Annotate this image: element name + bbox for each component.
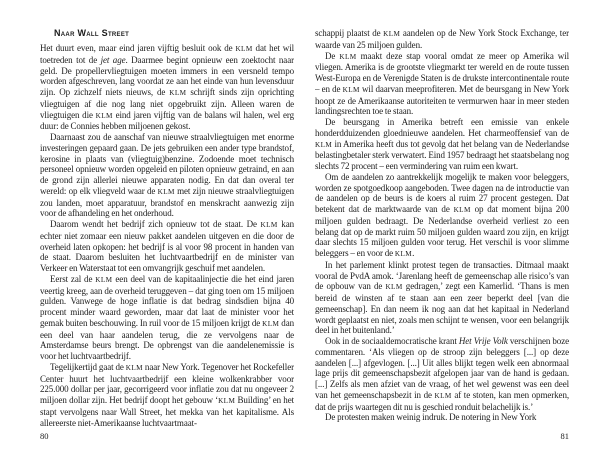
paragraph: schappij plaatst de KLM aandelen op de New York Stock Exchange, ter waarde van 25 miljoen gulden. <box>315 28 569 50</box>
paragraph: Het duurt even, maar eind jaren vijftig besluit ook de KLM dat het wil toetreden tot de jet age. Daarmee begint opnieuw een zoektocht naar geld. De propellervliegtuigen moeten immers in een versneld tempo worden afgeschreven, lang voordat ze aan het einde van hun levensduur zijn. Op zichzelf niets nieuws, de KLM schrijft sinds zijn oprichting vliegtuigen af die nog lang niet opgebruikt zijn. Alleen waren de vliegtuigen die KLM eind jaren vijftig van de balans wil halen, wel erg duur: de Connies hebben miljoenen gekost. <box>40 43 294 132</box>
paragraph: Om de aandelen zo aantrekkelijk mogelijk te maken voor beleggers, worden ze spotgoedkoop aangeboden. Twee dagen na de introductie van de aandelen op de beurs is de koers al ruim 27 procent gestegen. Dat betekent dat de marktwaarde van de KLM op dat moment bijna 200 miljoen gulden bedraagt. De Nederlandse overheid verliest zo een belang dat op de markt ruim 50 miljoen gulden waard zou zijn, en krijgt daar slechts 15 miljoen gulden voor terug. Het verschil is voor slimme beleggers – en voor de KLM. <box>315 171 569 258</box>
smallcaps-text: KLM <box>218 397 236 405</box>
smallcaps-text: KLM <box>169 89 187 97</box>
page-body-right <box>315 28 569 423</box>
smallcaps-text: KLM <box>339 52 357 61</box>
italic-text: jet age <box>100 54 126 65</box>
smallcaps-text: KLM <box>385 283 403 292</box>
smallcaps-text: KLM <box>95 275 113 284</box>
smallcaps-text: KLM <box>383 30 401 38</box>
paragraph: De beursgang in Amerika betreft een emissie van enkele honderdduizenden gloednieuwe aandelen. Het charmeoffensief van de KLM in Amerika heeft dus tot gevolg dat het belang van de Nederlandse belastingbetaler sterk verwatert. Eind 1957 bedraagt het staatsbelang nog slechts 72 procent – een vermindering van ruim een kwart. <box>315 117 569 171</box>
smallcaps-text: KLM <box>125 363 143 372</box>
page-number-left: 80 <box>40 431 49 441</box>
smallcaps-text: KLM <box>453 206 471 214</box>
paragraph: Tegelijkertijd gaat de KLM naar New York. Tegenover het Rockefeller Center huurt het luchtvaartbedrijf een kleine wolkenkrabber voor 225.000 dollar per jaar, gecorrigeerd voor inflatie zou dat nu ongeveer 2 miljoen dollar zijn. Het bedrijf doopt het gebouw ‘KLM Building’ en het stapt vervolgens naar Wall Street, het mekka van het kapitalisme. Als allereerste niet-Amerikaanse luchtvaartmaat- <box>40 361 294 428</box>
smallcaps-text: KLM <box>235 45 253 53</box>
page-number-right: 81 <box>560 431 569 441</box>
paragraph: In het parlement klinkt protest tegen de transacties. Ditmaal maakt vooral de PvdA amok. ‘Jarenlang heeft de gemeenschap alle risico’s van de opbouw van de KLM gedragen,’ zegt een Kamerlid. ‘Thans is men bereid de winsten af te staan aan een zeer beperkt deel [van die gemeenschap]. En dan neem ik nog aan dat het kapitaal in Nederland wordt geplaatst en niet, zoals men schijnt te wensen, voor een belangrijk deel in het buitenland.’ <box>315 259 569 336</box>
page-body-left <box>40 43 294 428</box>
smallcaps-text: KLM <box>315 140 333 149</box>
smallcaps-text: KLM <box>157 187 175 196</box>
smallcaps-text: KLM <box>95 111 113 120</box>
page-right <box>315 28 569 423</box>
smallcaps-text: KLM <box>262 319 280 328</box>
smallcaps-text: KLM <box>434 391 452 400</box>
smallcaps-text: KLM <box>394 250 413 258</box>
paragraph: De protesten maken weinig indruk. De notering in New York <box>325 412 537 423</box>
running-head: Naar Wall Street <box>54 28 130 38</box>
paragraph: Ook in de sociaaldemocratische krant Het Vrije Volk verschijnen boze commentaren. ‘Als vliegen op de stroop zijn beleggers [...] op deze aandelen [...] afgevlogen. [...] Uit alles blijkt tegen welk een abnormaal lage prijs dit gemeenschapsbezit afgelopen jaar van de hand is gedaan. [...] Zelfs als men afziet van de vraag, of het wel gewenst was een deel van het gemeenschapsbezit in de KLM af te stoten, kan men opmerken, dat de prijs waartegen dit nu is geschied ronduit belachelijk is.’ <box>315 336 569 412</box>
paragraph: Daarnaast zou de aanschaf van nieuwe straalvliegtuigen met enorme investeringen gepaard gaan. De jets gebruiken een ander type brandstof, kerosine in plaats van (vliegtuig)benzine. Zodoende moet technisch personeel opnieuw worden opgeleid en piloten opnieuw getraind, en aan de grond zijn allerlei nieuwe apparaten nodig. En dat dan overal ter wereld: op elk vliegveld waar de KLM met zijn nieuwe straalvliegtuigen zou landen, moet apparatuur, brandstof en menskracht aanwezig zijn voor de afhandeling en het onderhoud. <box>40 132 294 219</box>
paragraph: Daarom wendt het bedrijf zich opnieuw tot de staat. De KLM kan echter niet zomaar een nieuw pakket aandelen uitgeven en die door de overheid laten opkopen: het bedrijf is al voor 98 procent in handen van de staat. Daarom besluiten het luchtvaartbedrijf en de minister van Verkeer en Waterstaat tot een omvangrijk geschuif met aandelen. <box>40 219 294 273</box>
italic-text: Het Vrije Volk <box>458 336 508 346</box>
paragraph: De KLM maakt deze stap vooral omdat ze meer op Amerika wil vliegen. Amerika is de grootste vliegmarkt ter wereld en de route tussen West-Europa en de Verenigde Staten is de drukste intercontinentale route – en de KLM wil daarvan meeprofiteren. Met de beursgang in New York hoopt ze de Amerikaanse autoriteiten te vermurwen haar in meer steden landingsrechten toe te staan. <box>315 50 569 117</box>
smallcaps-text: KLM <box>260 221 278 229</box>
paragraph: Eerst zal de KLM een deel van de kapitaalinjectie die het eind jaren veertig kreeg, aan de overheid teruggeven – dat ging toen om 15 miljoen gulden. Vanwege de hoge inflatie is dat bedrag sindsdien bijna 40 procent minder waard geworden, maar dat laat de minister voor het gemak buiten beschouwing. In ruil voor de 15 miljoen krijgt de KLM dan een deel van haar aandelen terug, die ze vervolgens naar de Amsterdamse beurs brengt. De opbrengst van die aandelenemissie is voor het luchtvaartbedrijf. <box>40 273 294 361</box>
page-left <box>40 28 294 428</box>
smallcaps-text: KLM <box>342 85 360 94</box>
